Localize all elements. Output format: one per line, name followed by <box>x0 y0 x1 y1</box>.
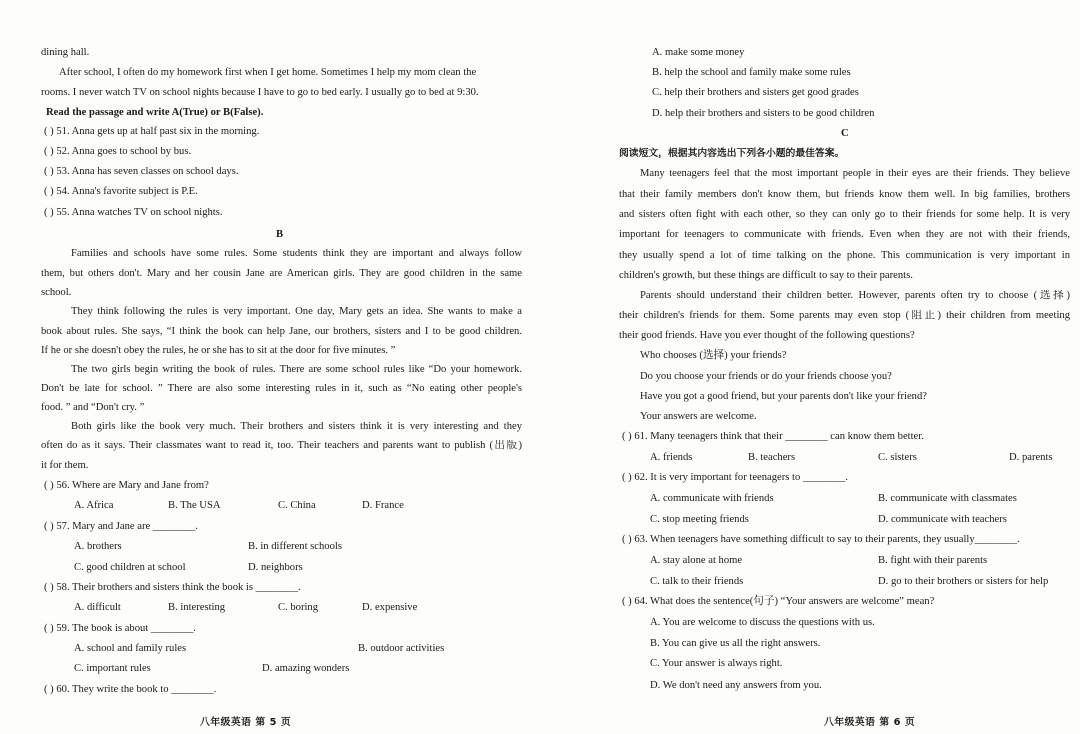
passage-b-line: it for them. <box>41 460 89 471</box>
answer-option: A. Africa <box>74 500 114 511</box>
passage-c-line: Do you choose your friends or do your friends choose you? <box>640 371 892 382</box>
answer-option: D. France <box>362 500 404 511</box>
answer-option: A. stay alone at home <box>650 555 743 566</box>
passage-b-line: book about rules. She says, “I think the book can help Jane, our brothers, sisters and I to be good children. <box>41 326 522 337</box>
answer-option: A. brothers <box>74 541 122 552</box>
passage-c-line: Parents should understand their children better. However, parents often try to choose (选择) <box>640 290 1070 301</box>
answer-option: B. help the school and family make some rules <box>652 67 851 78</box>
tf-question: ( ) 51. Anna gets up at half past six in the morning. <box>44 126 260 137</box>
answer-option: A. school and family rules <box>74 643 187 654</box>
question-stem: ( ) 64. What does the sentence(句子) “Your answers are welcome” mean? <box>622 596 935 607</box>
question-stem: ( ) 60. They write the book to ________. <box>44 684 217 695</box>
answer-option: B. You can give us all the right answers. <box>650 638 821 649</box>
answer-option: B. fight with their parents <box>878 555 988 566</box>
right-page <box>540 0 1080 734</box>
passage-c-line: their children's friends for them. Some parents may even stop (阻止) their children from meeting <box>619 310 1070 321</box>
answer-option: A. make some money <box>652 47 745 58</box>
passage-b-line: food. ” and “Don't cry. ” <box>41 402 145 413</box>
answer-option: C. China <box>278 500 316 511</box>
passage-b-line: If he or she doesn't obey the rules, he or she has to sit at the door for five minutes. ” <box>41 345 396 356</box>
answer-option: A. You are welcome to discuss the questions with us. <box>650 617 875 628</box>
answer-option: B. The USA <box>168 500 221 511</box>
answer-option: D. go to their brothers or sisters for help <box>878 576 1049 587</box>
passage-b-line: school. <box>41 287 72 298</box>
passage-b-line: The two girls begin writing the book of rules. There are some school rules like “Do your homework. <box>71 364 522 375</box>
answer-option: C. Your answer is always right. <box>650 658 783 669</box>
answer-option: B. in different schools <box>248 541 342 552</box>
section-b-heading: B <box>276 229 284 240</box>
passage-b-line: them, but others don't. Mary and her cousin Jane are American girls. They are good children in the same <box>41 268 522 279</box>
passage-c-line: Have you got a good friend, but your parents don't like your friend? <box>640 391 927 402</box>
answer-option: C. talk to their friends <box>650 576 744 587</box>
passage-c-line: and sisters often fight with each other, so they can only go to their friends for some help. It is very <box>619 209 1070 220</box>
section-a-instruction: Read the passage and write A(True) or B(False). <box>46 107 264 118</box>
answer-option: B. outdoor activities <box>358 643 445 654</box>
passage-b-line: often do as it says. Their classmates want to read it, too. Their teachers and parents want to publish (出版) <box>41 440 522 451</box>
tf-question: ( ) 55. Anna watches TV on school nights. <box>44 207 223 218</box>
section-c-heading: C <box>841 128 849 139</box>
answer-option: B. communicate with classmates <box>878 493 1017 504</box>
answer-option: D. We don't need any answers from you. <box>650 680 822 691</box>
intro-line: rooms. I never watch TV on school nights because I have to go to bed early. I usually go to bed at 9:30. <box>41 87 479 98</box>
answer-option: C. sisters <box>878 452 917 463</box>
passage-c-line: that their family members don't know them, but friends know them well. In big families, brothers <box>619 189 1070 200</box>
question-stem: ( ) 58. Their brothers and sisters think the book is ________. <box>44 582 301 593</box>
answer-option: C. boring <box>278 602 319 613</box>
answer-option: D. parents <box>1009 452 1053 463</box>
passage-b-line: Don't be late for school. ” There are also some interesting rules in it, such as “No eating other people's <box>41 383 522 394</box>
answer-option: D. help their brothers and sisters to be good children <box>652 108 875 119</box>
intro-line: After school, I often do my homework first when I get home. Sometimes I help my mom clean the <box>59 67 477 78</box>
answer-option: A. communicate with friends <box>650 493 774 504</box>
answer-option: D. amazing wonders <box>262 663 350 674</box>
question-stem: ( ) 56. Where are Mary and Jane from? <box>44 480 209 491</box>
passage-c-line: they usually spend a lot of time talking on the phone. This communication is very important in <box>619 250 1070 261</box>
answer-option: D. neighbors <box>248 562 303 573</box>
passage-c-line: children's growth, but these things are difficult to say to their parents. <box>619 270 913 281</box>
answer-option: A. difficult <box>74 602 121 613</box>
question-stem: ( ) 59. The book is about ________. <box>44 623 196 634</box>
answer-option: D. expensive <box>362 602 418 613</box>
passage-b-line: They think following the rules is very important. One day, Mary gets an idea. She wants to make a <box>71 306 522 317</box>
answer-option: C. stop meeting friends <box>650 514 749 525</box>
answer-option: C. help their brothers and sisters get good grades <box>652 87 859 98</box>
passage-c-line: Your answers are welcome. <box>640 411 757 422</box>
intro-line: dining hall. <box>41 47 90 58</box>
answer-option: B. interesting <box>168 602 226 613</box>
answer-option: A. friends <box>650 452 693 463</box>
page-footer: 八年级英语 第 5 页 <box>200 717 292 728</box>
passage-b-line: Both girls like the book very much. Their brothers and sisters think it is very interesting and they <box>71 421 522 432</box>
passage-c-line: Many teenagers feel that the most important people in their eyes are their friends. They believe <box>640 168 1070 179</box>
section-c-instruction: 阅读短文，根据其内容选出下列各小题的最佳答案。 <box>619 148 845 159</box>
answer-option: C. good children at school <box>74 562 186 573</box>
question-stem: ( ) 62. It is very important for teenagers to ________. <box>622 472 848 483</box>
passage-c-line: Who chooses (选择) your friends? <box>640 350 787 361</box>
passage-c-line: their good friends. Have you ever thought of the following questions? <box>619 330 915 341</box>
answer-option: B. teachers <box>748 452 796 463</box>
passage-b-line: Families and schools have some rules. Some students think they are important and always follow <box>71 248 522 259</box>
tf-question: ( ) 52. Anna goes to school by bus. <box>44 146 192 157</box>
question-stem: ( ) 57. Mary and Jane are ________. <box>44 521 198 532</box>
question-stem: ( ) 61. Many teenagers think that their ________ can know them better. <box>622 431 924 442</box>
tf-question: ( ) 53. Anna has seven classes on school days. <box>44 166 239 177</box>
answer-option: C. important rules <box>74 663 151 674</box>
tf-question: ( ) 54. Anna's favorite subject is P.E. <box>44 186 198 197</box>
passage-c-line: important for teenagers to communicate with friends. Even when they are not with their friends, <box>619 229 1070 240</box>
page-footer: 八年级英语 第 6 页 <box>824 717 916 728</box>
answer-option: D. communicate with teachers <box>878 514 1007 525</box>
question-stem: ( ) 63. When teenagers have something difficult to say to their parents, they usually________. <box>622 534 1020 545</box>
